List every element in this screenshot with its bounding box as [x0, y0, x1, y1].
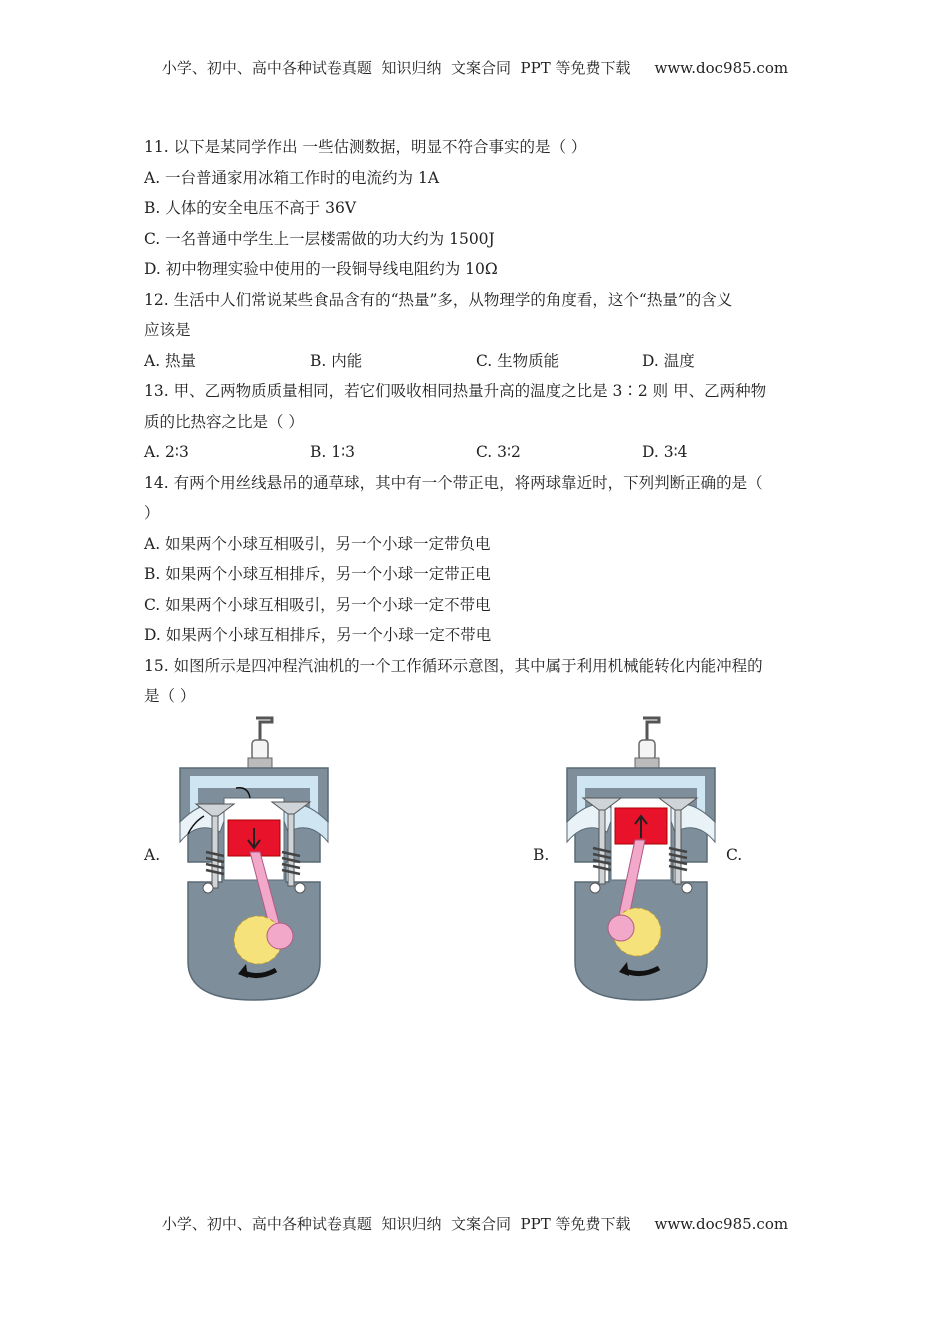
- q11-option-c: C. 一名普通中学生上一层楼需做的功大约为 1500J: [144, 229, 495, 248]
- header-url[interactable]: www.doc985.com: [654, 59, 789, 77]
- q11-option-d: D. 初中物理实验中使用的一段铜导线电阻约为 10Ω: [144, 260, 498, 278]
- q14-option-c: C. 如果两个小球互相吸引，另一个小球一定不带电: [144, 595, 491, 614]
- footer-url[interactable]: www.doc985.com: [654, 1215, 789, 1233]
- q12-option-d: D. 温度: [642, 351, 695, 370]
- q14-option-a: A. 如果两个小球互相吸引，另一个小球一定带负电: [144, 534, 491, 553]
- q15-stem-line2: 是（ ）: [144, 687, 196, 705]
- q12-options: [144, 346, 808, 377]
- q13-stem-line2: 质的比热容之比是（ ）: [144, 412, 304, 431]
- engine-diagram-b: [555, 712, 725, 1002]
- footer-text: 小学、初中、高中各种试卷真题 知识归纳 文案合同 PPT 等免费下载: [161, 1215, 631, 1233]
- q12-option-a: A. 热量: [144, 351, 197, 370]
- q13-option-a: A. 2∶3: [144, 443, 189, 461]
- q15-label-b: B.: [533, 846, 550, 864]
- q14-stem-line2: ）: [144, 504, 160, 522]
- q13-option-b: B. 1∶3: [310, 443, 356, 461]
- spark-plug-icon: [248, 718, 272, 768]
- q12-option-b: B. 内能: [310, 351, 363, 370]
- q14-option-d: D. 如果两个小球互相排斥，另一个小球一定不带电: [144, 626, 492, 644]
- header-text: 小学、初中、高中各种试卷真题 知识归纳 文案合同 PPT 等免费下载: [161, 59, 631, 77]
- q11-option-a: A. 一台普通家用冰箱工作时的电流约为 1A: [144, 168, 440, 187]
- q15-stem-line1: 15. 如图所示是四冲程汽油机的一个工作循环示意图，其中属于利用机械能转化内能冲程的: [144, 656, 763, 675]
- q15-figure-row: [144, 712, 808, 1002]
- question-content: [144, 132, 808, 712]
- q13-stem-line1: 13. 甲、乙两物质质量相同，若它们吸收相同热量升高的温度之比是 3∶2 则 甲、乙两种物: [144, 382, 767, 400]
- engine-diagram-a: [168, 712, 338, 1002]
- q12-option-c: C. 生物质能: [476, 351, 560, 370]
- q11-stem: 11. 以下是某同学作出 一些估测数据，明显不符合事实的是（ ）: [144, 138, 587, 156]
- page-header: [0, 57, 950, 78]
- q11-option-b: B. 人体的安全电压不高于 36V: [144, 199, 357, 217]
- q14-option-b: B. 如果两个小球互相排斥，另一个小球一定带正电: [144, 565, 491, 583]
- q13-option-c: C. 3∶2: [476, 443, 521, 461]
- page-footer: [0, 1213, 950, 1234]
- q14-stem-line1: 14. 有两个用丝线悬吊的通草球，其中有一个带正电，将两球靠近时，下列判断正确的是（: [144, 473, 763, 492]
- q15-label-a: A.: [144, 846, 161, 864]
- q12-stem-line2: 应该是: [144, 321, 191, 339]
- q13-option-d: D. 3∶4: [642, 443, 688, 461]
- q13-options: [144, 437, 808, 468]
- spark-plug-icon: [635, 718, 659, 768]
- q15-label-c: C.: [726, 846, 743, 864]
- q12-stem-line1: 12. 生活中人们常说某些食品含有的“热量”多，从物理学的角度看，这个“热量”的含义: [144, 290, 733, 309]
